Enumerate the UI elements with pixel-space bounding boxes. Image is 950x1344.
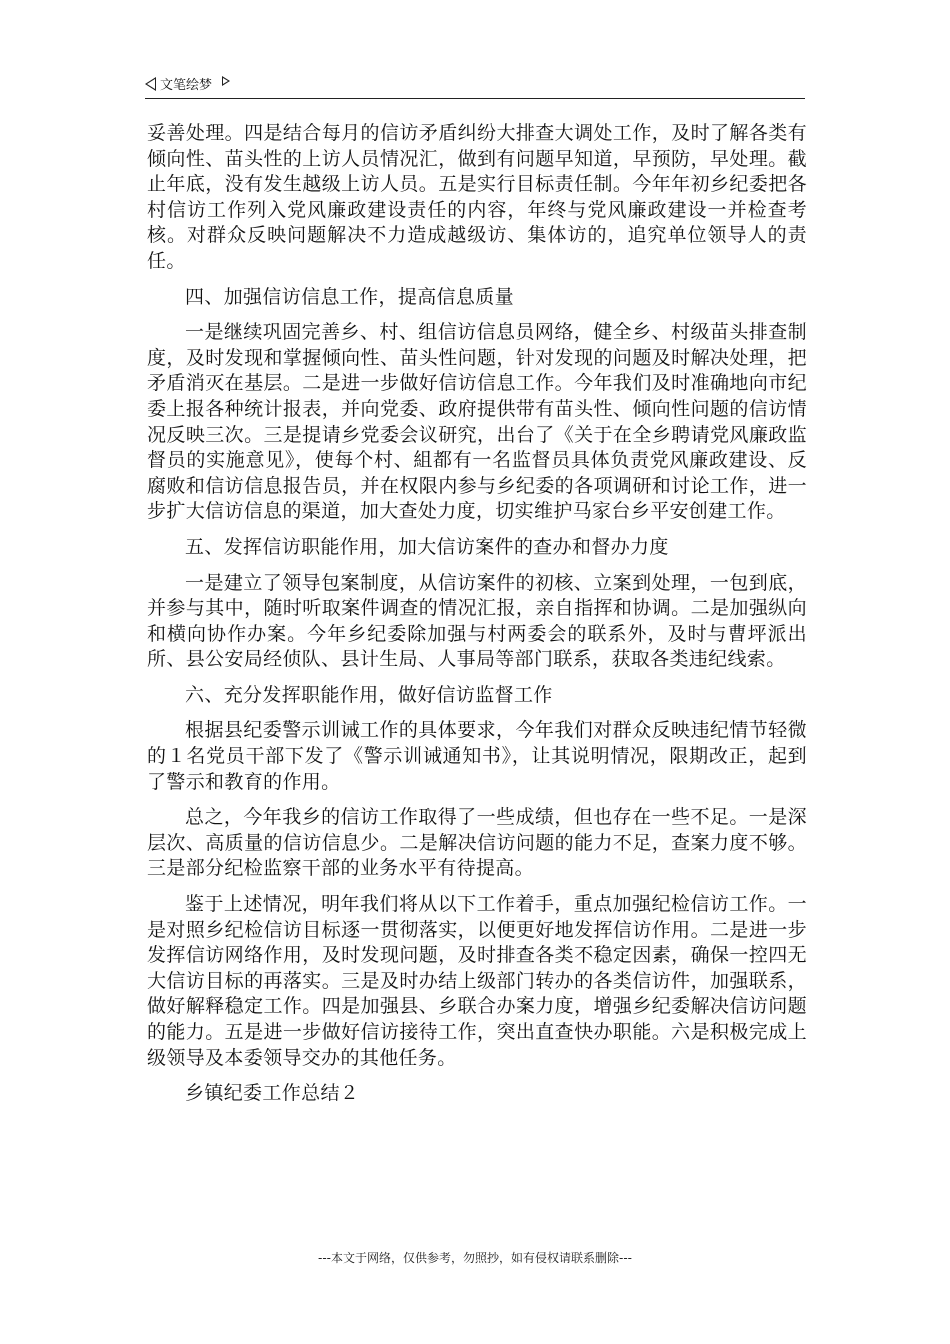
brand-label: 文笔绘梦 (160, 78, 213, 93)
page-footer: ---本文于网络，仅供参考，勿照抄，如有侵权请联系删除--- (318, 1251, 632, 1265)
document-body (147, 121, 807, 1117)
page-header (145, 72, 805, 99)
paragraph-section-6: 根据县纪委警示训诫工作的具体要求，今年我们对群众反映违纪情节轻微的１名党员干部下发了《警示训诫通知书》，让其说明情况，限期改正，起到了警示和教育的作用。 (147, 719, 807, 793)
next-document-title: 乡镇纪委工作总结２ (185, 1082, 360, 1105)
left-triangle-icon (145, 77, 156, 91)
paragraph-plans: 鉴于上述情况，明年我们将从以下工作着手，重点加强纪检信访工作。一是对照乡纪检信访目标逐一贯彻落实，以便更好地发挥信访作用。二是进一步发挥信访网络作用，及时发现问题，及时排查各类不稳定因素，确保一控四无大信访目标的再落实。三是及时办结上级部门转办的各类信访件，加强联系，做好解释稳定工作。四是加强县、乡联合办案力度，增强乡纪委解决信访问题的能力。五是进一步做好信访接待工作，突出直查快办职能。六是积极完成上级领导及本委领导交办的其他任务。 (147, 893, 807, 1069)
section-heading-4: 四、加强信访信息工作，提高信息质量 (185, 285, 514, 308)
right-triangle-icon (222, 76, 230, 86)
section-heading-5: 五、发挥信访职能作用，加大信访案件的查办和督办力度 (185, 535, 669, 558)
paragraph-section-4: 一是继续巩固完善乡、村、组信访信息员网络，健全乡、村级苗头排查制度，及时发现和掌握倾向性、苗头性问题，针对发现的问题及时解决处理，把矛盾消灭在基层。二是进一步做好信访信息工作。今年我们及时准确地向市纪委上报各种统计报表，并向党委、政府提供带有苗头性、倾向性问题的信访情况反映三次。三是提请乡党委会议研究，出台了《关于在全乡聘请党风廉政监督员的实施意见》，使每个村、組都有一名监督员具体负责党风廉政建设、反腐败和信访信息报告员，并在权限内参与乡纪委的各项调研和讨论工作，进一步扩大信访信息的渠道，加大查处力度，切实维护马家台乡平安创建工作。 (147, 321, 807, 523)
header-brand (145, 74, 230, 93)
paragraph-section-5: 一是建立了领导包案制度，从信访案件的初核、立案到处理，一包到底，并参与其中，随时听取案件调查的情况汇报，亲自指挥和协调。二是加强纵向和横向协作办案。今年乡纪委除加强与村两委会的联系外，及时与曹坪派出所、县公安局经侦队、县计生局、人事局等部门联系，获取各类违纪线索。 (147, 571, 807, 671)
paragraph-continuation: 妥善处理。四是结合每月的信访矛盾纠纷大排查大调处工作，及时了解各类有倾向性、苗头性的上访人员情况汇，做到有问题早知道，早预防，早处理。截止年底，没有发生越级上访人员。五是实行目标责任制。今年年初乡纪委把各村信访工作列入党风廉政建设责任的内容，年终与党风廉政建设一并检查考核。对群众反映问题解决不力造成越级访、集体访的，追究单位领导人的责任。 (147, 122, 807, 272)
paragraph-summary: 总之，今年我乡的信访工作取得了一些成绩，但也存在一些不足。一是深层次、高质量的信访信息少。二是解决信访问题的能力不足，查案力度不够。三是部分纪检监察干部的业务水平有待提高。 (147, 806, 807, 880)
section-heading-6: 六、充分发挥职能作用，做好信访监督工作 (185, 683, 553, 706)
